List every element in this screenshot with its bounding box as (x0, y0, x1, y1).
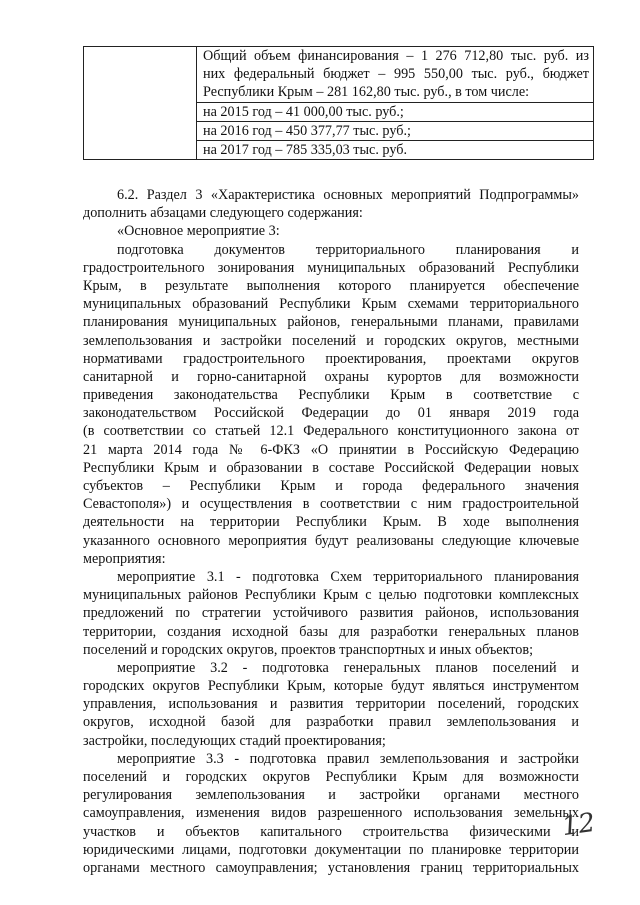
paragraph-line: указанного основного мероприятия будут реализованы следующие ключевые (83, 532, 579, 549)
funding-table (83, 46, 594, 160)
paragraph-line: органами местного самоуправления; установления границ территориальных (83, 859, 579, 876)
paragraph-line: планирования муниципальных районов, генеральными планами, правилами (83, 314, 579, 331)
funding-line: Республики Крым – 281 162,80 тыс. руб., в том числе: (203, 84, 530, 101)
paragraph-line: юридическими лицами, подготовки документации по планировке территории (83, 841, 579, 858)
paragraph-line: мероприятие 3.1 - подготовка Схем территориального планирования (117, 568, 579, 585)
funding-table-value-cell (197, 47, 594, 160)
paragraph-line: мероприятие 3.3 - подготовка правил землепользования и застройки (117, 750, 579, 767)
handwritten-page-number: 12 (560, 807, 598, 843)
paragraph-line: Севастополя») и осуществления в соответствии с ним градостроительной (83, 496, 579, 513)
paragraph-line: законодательством Российской Федерации до 01 января 2019 года (83, 405, 579, 422)
paragraph-line: деятельности на территории Республики Крым. В ходе выполнения (83, 514, 579, 531)
funding-line: на 2016 год – 450 377,77 тыс. руб.; (197, 121, 593, 140)
paragraph-line: градостроительного зонирования муниципальных образований Республики (83, 259, 579, 276)
paragraph-line: поселений и городских округов, проектов транспортных и иных объектов; (83, 641, 534, 658)
funding-table-label-cell (84, 47, 197, 160)
funding-line: на 2017 год – 785 335,03 тыс. руб. (197, 140, 593, 159)
paragraph-line: управления, использования и развития территории поселений, городских (83, 696, 579, 713)
paragraph-line: подготовка документов территориального планирования и (117, 241, 579, 258)
paragraph-line: «Основное мероприятие 3: (117, 223, 280, 240)
paragraph-line: самоуправления, изменения видов разрешенного использования земельных (83, 805, 579, 822)
paragraph-line: поселений и городских округов Республики Крым для возможности (83, 769, 579, 785)
paragraph-line: нормативами градостроительного проектирования, проектами округов (83, 350, 579, 367)
paragraph-line: застройки, последующих стадий проектирования; (83, 732, 386, 749)
paragraph-line: Крым, в результате выполнения которого планируется обеспечение (83, 277, 579, 294)
funding-line: Общий объем финансирования – 1 276 712,80 тыс. руб. из (203, 48, 589, 64)
paragraph-line: мероприятие 3.2 - подготовка генеральных планов поселений и (117, 659, 579, 676)
paragraph-line: участков и объектов капитального строительства физическими и (83, 823, 579, 840)
paragraph-line: предложений по стратегии устойчивого развития районов, использования (83, 605, 579, 622)
funding-line: на 2015 год – 41 000,00 тыс. руб.; (197, 102, 593, 121)
paragraph-line: территории, создания исходной базы для разработки генеральных планов (83, 623, 579, 640)
paragraph-line: дополнить абзацами следующего содержания: (83, 205, 363, 222)
funding-line: них федеральный бюджет – 995 550,00 тыс. руб., бюджет (203, 66, 589, 83)
document-body (83, 186, 579, 877)
paragraph-line: 6.2. Раздел 3 «Характеристика основных мероприятий Подпрограммы» (117, 187, 579, 203)
paragraph-line: санитарной и горно-санитарной охраны курортов для возможности (83, 368, 579, 385)
paragraph-line: мероприятия: (83, 550, 166, 567)
paragraph-line: 21 марта 2014 года № 6-ФКЗ «О принятии в Российскую Федерацию (83, 441, 579, 458)
paragraph-line: приведения законодательства Республики Крым в соответствие с (83, 387, 579, 404)
paragraph-line: (в соответствии со статьей 12.1 Федерального конституционного закона от (83, 423, 579, 440)
paragraph-line: регулирования землепользования и застройки органами местного (83, 787, 579, 804)
paragraph-line: муниципальных образований Республики Крым схемами территориального (83, 296, 579, 313)
paragraph-line: муниципальных районов Республики Крым с целью подготовки комплексных (83, 587, 579, 604)
paragraph-line: Республики Крым и образовании в составе Российской Федерации новых (83, 459, 579, 476)
paragraph-line: субъектов – Республики Крым и города федерального значения (83, 478, 579, 494)
paragraph-line: округов, исходной базой для разработки правил землепользования и (83, 714, 579, 731)
paragraph-line: землепользования и застройки поселений и городских округов, местными (83, 332, 579, 349)
paragraph-line: городских округов Республики Крым, которые будут являться инструментом (83, 678, 579, 695)
